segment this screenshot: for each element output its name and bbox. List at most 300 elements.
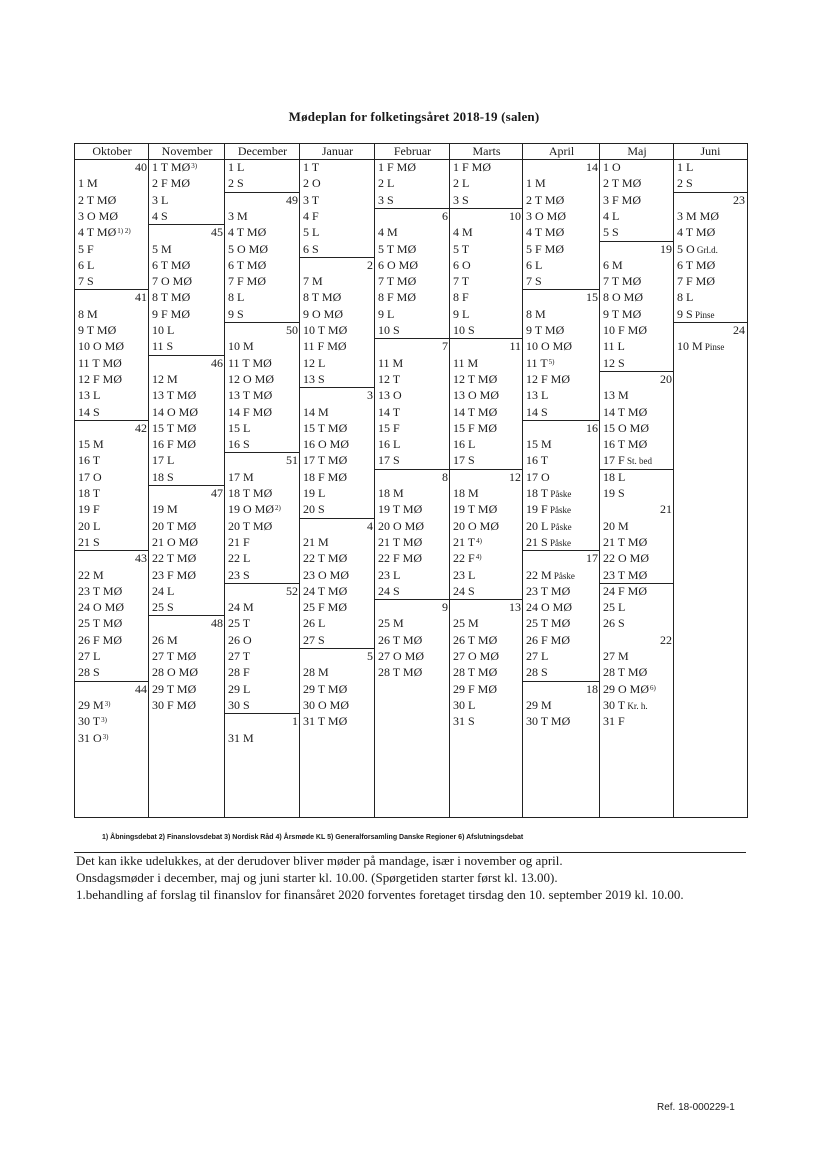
day-entry: 30 S: [228, 697, 250, 712]
day-entry: 16 F MØ: [152, 437, 197, 452]
week-divider: [300, 257, 375, 258]
week-number: 20: [660, 371, 672, 386]
week-number: 9: [442, 600, 448, 615]
week-number: 51: [286, 453, 298, 468]
table-bottom-border: [600, 817, 674, 818]
week-divider: [523, 681, 600, 682]
day-entry: 11 M: [378, 355, 404, 370]
day-entry: 5 S: [603, 225, 619, 240]
day-entry: 2 S: [677, 176, 693, 191]
day-entry: 23 L: [453, 567, 476, 582]
day-entry: 9 S: [228, 306, 244, 321]
day-entry: 11 F MØ: [303, 339, 347, 354]
week-number: 47: [211, 486, 223, 500]
day-entry: 10 M Pinse: [677, 339, 725, 354]
day-entry: 21 $T^{4)}$: [453, 534, 482, 549]
day-entry: 18 F MØ: [303, 469, 348, 484]
day-entry: 9 L: [453, 306, 470, 321]
week-divider: [75, 681, 149, 682]
day-entry: 4 F: [303, 208, 319, 223]
day-entry: 3 S: [378, 192, 394, 207]
day-entry: 7 O MØ: [152, 274, 193, 289]
day-entry: 29 L: [228, 681, 251, 696]
day-entry: 14 T: [378, 404, 401, 419]
day-entry: 28 T MØ: [378, 665, 423, 680]
day-entry: 30 L: [453, 697, 476, 712]
day-entry: 16 O MØ: [303, 437, 350, 452]
week-number: 45: [211, 225, 223, 240]
week-divider: [300, 648, 375, 649]
day-entry: 16 L: [378, 437, 401, 452]
day-entry: 31 S: [453, 714, 475, 729]
day-entry: 23 T MØ: [526, 583, 571, 598]
week-number: 7: [442, 339, 448, 354]
day-entry: 11 M: [453, 355, 479, 370]
table-bottom-border: [225, 817, 300, 818]
week-number: 40: [135, 160, 147, 174]
day-entry: 8 M: [78, 306, 98, 321]
week-divider: [225, 322, 300, 323]
day-entry: 13 O MØ: [453, 388, 500, 403]
day-entry: 20 T MØ: [228, 518, 273, 533]
day-entry: 26 L: [303, 616, 326, 631]
day-entry: 29 T MØ: [303, 681, 348, 696]
day-entry: 1 O: [603, 160, 621, 174]
day-entry: 26 T MØ: [453, 632, 498, 647]
week-number: 5: [367, 649, 373, 663]
day-entry: 13 S: [303, 371, 325, 386]
day-entry: 7 F MØ: [228, 274, 267, 289]
week-number: 50: [286, 323, 298, 337]
day-entry: 27 T MØ: [152, 649, 197, 663]
day-entry: 28 F: [228, 665, 250, 680]
day-entry: 21 T MØ: [378, 534, 423, 549]
day-entry: 3 O MØ: [78, 208, 119, 223]
day-entry: 7 M: [303, 274, 323, 289]
week-divider: [149, 485, 225, 486]
day-entry: 19 F Påske: [526, 502, 571, 517]
week-divider: [225, 192, 300, 193]
day-entry: 15 L: [228, 420, 251, 435]
day-entry: 8 L: [228, 290, 245, 305]
week-number: 52: [286, 583, 298, 598]
day-entry: 12 T: [378, 371, 401, 386]
notes: [76, 852, 684, 903]
day-entry: 15 F: [378, 420, 400, 435]
day-entry: 19 F: [78, 502, 100, 517]
day-entry: 27 O MØ: [378, 649, 425, 663]
week-number: 48: [211, 616, 223, 631]
day-entry: 9 T MØ: [526, 323, 565, 337]
month-header: Februar: [375, 143, 450, 160]
day-entry: 23 T MØ: [78, 583, 123, 598]
day-entry: 30 O MØ: [303, 697, 350, 712]
week-divider: [375, 208, 450, 209]
day-entry: 23 L: [378, 567, 401, 582]
day-entry: 4 T MØ: [677, 225, 716, 240]
day-entry: 4 S: [152, 208, 168, 223]
month-column-december: [224, 143, 300, 818]
day-entry: 16 T MØ: [603, 437, 648, 452]
week-divider: [375, 599, 450, 600]
day-entry: 8 M: [526, 306, 546, 321]
day-entry: 12 M: [152, 371, 178, 386]
week-number: 10: [509, 208, 521, 223]
table-bottom-border: [149, 817, 225, 818]
month-column-november: [148, 143, 225, 818]
day-entry: 4 T MØ: [526, 225, 565, 240]
week-divider: [450, 469, 523, 470]
week-number: 6: [442, 208, 448, 223]
day-entry: 22 O MØ: [603, 551, 650, 566]
day-entry: 15 F MØ: [453, 420, 498, 435]
day-entry: 26 T MØ: [378, 632, 423, 647]
day-entry: 5 M: [152, 241, 172, 256]
day-entry: 8 O MØ: [603, 290, 644, 305]
table-bottom-border: [450, 817, 523, 818]
day-entry: 5 T MØ: [378, 241, 417, 256]
day-entry: 15 M: [78, 437, 104, 452]
day-entry: 15 T MØ: [303, 420, 348, 435]
week-divider: [674, 322, 747, 323]
day-entry: 20 O MØ: [453, 518, 500, 533]
day-entry: 6 M: [603, 257, 623, 272]
day-entry: 6 O MØ: [378, 257, 419, 272]
week-number: 24: [733, 323, 745, 337]
day-entry: 21 O MØ: [152, 534, 199, 549]
day-entry: 14 F MØ: [228, 404, 273, 419]
day-entry: 18 T MØ: [228, 486, 273, 500]
day-entry: 18 T: [78, 486, 101, 500]
day-entry: 12 T MØ: [453, 371, 498, 386]
day-entry: 6 L: [78, 257, 95, 272]
table-bottom-border: [75, 817, 149, 818]
day-entry: 19 O MØ$^{2)}$: [228, 502, 281, 517]
day-entry: 5 T: [453, 241, 470, 256]
week-number: 15: [586, 290, 598, 305]
day-entry: 1 T: [303, 160, 320, 174]
day-entry: 4 M: [453, 225, 473, 240]
week-divider: [450, 338, 523, 339]
day-entry: 25 T MØ: [78, 616, 123, 631]
day-entry: 13 T MØ: [228, 388, 273, 403]
day-entry: 22 F MØ: [378, 551, 423, 566]
day-entry: 27 O MØ: [453, 649, 500, 663]
day-entry: 2 F MØ: [152, 176, 191, 191]
day-entry: 3 M: [228, 208, 248, 223]
month-header: Marts: [450, 143, 523, 160]
day-entry: 14 S: [526, 404, 548, 419]
day-entry: 26 S: [603, 616, 625, 631]
day-entry: 21 S Påske: [526, 534, 571, 549]
day-entry: 15 O MØ: [603, 420, 650, 435]
day-entry: 6 T MØ: [152, 257, 191, 272]
day-entry: 8 T MØ: [303, 290, 342, 305]
day-entry: 29 $M^{3)}$: [78, 697, 111, 712]
day-entry: 23 S: [228, 567, 250, 582]
day-entry: 20 S: [303, 502, 325, 517]
day-entry: 28 O MØ: [152, 665, 199, 680]
week-divider: [225, 583, 300, 584]
day-entry: 10 O MØ: [78, 339, 125, 354]
day-entry: 24 S: [453, 583, 475, 598]
day-entry: 9 S Pinse: [677, 306, 715, 321]
day-entry: 30 T Kr. h.: [603, 697, 648, 712]
day-entry: 10 S: [453, 323, 475, 337]
day-entry: 12 O MØ: [228, 371, 275, 386]
day-entry: 19 T MØ: [378, 502, 423, 517]
day-entry: 4 T $MØ^{1) 2)}$: [78, 225, 131, 240]
day-entry: 7 S: [78, 274, 94, 289]
week-divider: [674, 192, 747, 193]
week-divider: [450, 208, 523, 209]
day-entry: 2 T MØ: [78, 192, 117, 207]
month-header: November: [149, 143, 225, 160]
day-entry: 1 T MØ$^{3)}$: [152, 160, 198, 174]
day-entry: 6 T MØ: [677, 257, 716, 272]
day-entry: 3 S: [453, 192, 469, 207]
week-number: 44: [135, 681, 147, 696]
day-entry: 21 S: [78, 534, 100, 549]
day-entry: 13 O: [378, 388, 402, 403]
day-entry: 13 T MØ: [152, 388, 197, 403]
day-entry: 24 O MØ: [526, 600, 573, 615]
day-entry: 26 F MØ: [78, 632, 123, 647]
day-entry: 14 S: [78, 404, 100, 419]
day-entry: 22 M Påske: [526, 567, 575, 582]
day-entry: 18 M: [378, 486, 404, 500]
day-entry: 1 L: [677, 160, 694, 174]
day-entry: 8 F: [453, 290, 469, 305]
day-entry: 20 O MØ: [378, 518, 425, 533]
day-entry: 20 L Påske: [526, 518, 572, 533]
day-entry: 2 O: [303, 176, 321, 191]
day-entry: 25 M: [378, 616, 404, 631]
week-number: 2: [367, 257, 373, 272]
week-divider: [600, 241, 674, 242]
day-entry: 12 F MØ: [78, 371, 123, 386]
day-entry: 7 T MØ: [378, 274, 417, 289]
month-column-oktober: [74, 143, 149, 818]
day-entry: 25 S: [152, 600, 174, 615]
day-entry: 9 L: [378, 306, 395, 321]
day-entry: 27 S: [303, 632, 325, 647]
day-entry: 5 O MØ: [228, 241, 269, 256]
day-entry: 27 M: [603, 649, 629, 663]
week-divider: [149, 355, 225, 356]
week-number: 11: [509, 339, 521, 354]
month-header: Januar: [300, 143, 375, 160]
table-bottom-border: [375, 817, 450, 818]
day-entry: 20 T MØ: [152, 518, 197, 533]
week-divider: [600, 371, 674, 372]
week-divider: [225, 713, 300, 714]
day-entry: 28 S: [526, 665, 548, 680]
day-entry: 2 L: [453, 176, 470, 191]
day-entry: 17 F St. bed: [603, 453, 652, 468]
day-entry: 1 M: [526, 176, 546, 191]
month-header: Maj: [600, 143, 674, 160]
day-entry: 19 S: [603, 486, 625, 500]
day-entry: 9 T MØ: [78, 323, 117, 337]
day-entry: 12 F MØ: [526, 371, 571, 386]
day-entry: 11 T MØ: [78, 355, 122, 370]
week-number: 12: [509, 469, 521, 484]
table-bottom-border: [523, 817, 600, 818]
day-entry: 25 F MØ: [303, 600, 348, 615]
day-entry: 20 M: [603, 518, 629, 533]
week-number: 18: [586, 681, 598, 696]
day-entry: 17 O: [78, 469, 102, 484]
day-entry: 2 T MØ: [603, 176, 642, 191]
day-entry: 16 L: [453, 437, 476, 452]
day-entry: 29 O MØ$^{6)}$: [603, 681, 656, 696]
week-number: 46: [211, 355, 223, 370]
day-entry: 9 F MØ: [152, 306, 191, 321]
week-divider: [149, 615, 225, 616]
day-entry: 24 F MØ: [603, 583, 648, 598]
day-entry: 26 O: [228, 632, 252, 647]
note-3: 1.behandling af forslag til finanslov for finansåret 2020 forventes foretaget tirsdag den 10. september 2019 kl. 10.00.: [76, 887, 684, 902]
day-entry: 28 T MØ: [453, 665, 498, 680]
day-entry: 8 L: [677, 290, 694, 305]
day-entry: 19 T MØ: [453, 502, 498, 517]
day-entry: 14 T MØ: [603, 404, 648, 419]
reference-number: Ref. 18-000229-1: [657, 1102, 735, 1113]
day-entry: 22 M: [78, 567, 104, 582]
day-entry: 10 T MØ: [303, 323, 348, 337]
day-entry: 17 O: [526, 469, 550, 484]
day-entry: 13 L: [78, 388, 101, 403]
week-divider: [450, 599, 523, 600]
day-entry: 26 M: [152, 632, 178, 647]
day-entry: 16 T: [526, 453, 549, 468]
day-entry: 5 L: [303, 225, 320, 240]
day-entry: 17 T MØ: [303, 453, 348, 468]
day-entry: 3 O MØ: [526, 208, 567, 223]
day-entry: 30 $T^{3)}$: [78, 714, 107, 729]
week-number: 16: [586, 420, 598, 435]
week-number: 49: [286, 192, 298, 207]
day-entry: 25 L: [603, 600, 626, 615]
day-entry: 7 T: [453, 274, 470, 289]
day-entry: 9 O MØ: [303, 306, 344, 321]
week-number: 3: [367, 388, 373, 403]
day-entry: 10 S: [378, 323, 400, 337]
day-entry: 21 M: [303, 534, 329, 549]
day-entry: 15 T MØ: [152, 420, 197, 435]
day-entry: 18 T Påske: [526, 486, 572, 500]
table-bottom-border: [674, 817, 747, 818]
week-divider: [523, 289, 600, 290]
week-divider: [523, 550, 600, 551]
day-entry: 18 M: [453, 486, 479, 500]
day-entry: 13 L: [526, 388, 549, 403]
week-number: 17: [586, 551, 598, 566]
day-entry: 10 F MØ: [603, 323, 648, 337]
day-entry: 17 M: [228, 469, 254, 484]
day-entry: 11 L: [603, 339, 625, 354]
day-entry: 24 T MØ: [303, 583, 348, 598]
note-2: Onsdagsmøder i december, maj og juni starter kl. 10.00. (Spørgetiden starter først kl. 13.00).: [76, 870, 558, 885]
day-entry: 14 M: [303, 404, 329, 419]
week-number: 4: [367, 518, 373, 533]
page-title: Mødeplan for folketingsåret 2018-19 (salen): [288, 109, 540, 124]
week-number: 43: [135, 551, 147, 566]
day-entry: 7 F MØ: [677, 274, 716, 289]
month-column-januar: [299, 143, 375, 818]
day-entry: 22 L: [228, 551, 251, 566]
day-entry: 3 F MØ: [603, 192, 642, 207]
day-entry: 28 T MØ: [603, 665, 648, 680]
week-number: 13: [509, 600, 521, 615]
day-entry: 29 M: [526, 697, 552, 712]
week-number: 19: [660, 241, 672, 256]
week-divider: [225, 452, 300, 453]
day-entry: 27 T: [228, 649, 251, 663]
day-entry: 13 M: [603, 388, 629, 403]
day-entry: 2 T MØ: [526, 192, 565, 207]
week-number: 21: [660, 502, 672, 517]
week-number: 8: [442, 469, 448, 484]
day-entry: 21 T MØ: [603, 534, 648, 549]
week-divider: [600, 583, 674, 584]
day-entry: 22 $F^{4)}$: [453, 551, 482, 566]
day-entry: 17 S: [378, 453, 400, 468]
week-number: 23: [733, 192, 745, 207]
day-entry: 3 M MØ: [677, 208, 720, 223]
day-entry: 17 L: [152, 453, 175, 468]
day-entry: 15 M: [526, 437, 552, 452]
week-divider: [375, 469, 450, 470]
week-divider: [75, 420, 149, 421]
month-column-juni: [673, 143, 748, 818]
day-entry: 28 S: [78, 665, 100, 680]
day-entry: 23 T MØ: [603, 567, 648, 582]
day-entry: 18 S: [152, 469, 174, 484]
week-number: 1: [292, 714, 298, 729]
day-entry: 20 L: [78, 518, 101, 533]
day-entry: 12 S: [603, 355, 625, 370]
day-entry: 4 L: [603, 208, 620, 223]
day-entry: 14 T MØ: [453, 404, 498, 419]
week-divider: [300, 518, 375, 519]
day-entry: 27 L: [526, 649, 549, 663]
month-header: April: [523, 143, 600, 160]
month-header: Juni: [674, 143, 747, 160]
day-entry: 19 L: [303, 486, 326, 500]
day-entry: 25 T: [228, 616, 251, 631]
day-entry: 9 T MØ: [603, 306, 642, 321]
day-entry: 1 L: [228, 160, 245, 174]
month-column-marts: [449, 143, 523, 818]
day-entry: 8 T MØ: [152, 290, 191, 305]
day-entry: 29 F MØ: [453, 681, 498, 696]
month-header: Oktober: [75, 143, 149, 160]
day-entry: 5 F MØ: [526, 241, 565, 256]
week-divider: [300, 387, 375, 388]
month-header: December: [225, 143, 300, 160]
day-entry: 25 M: [453, 616, 479, 631]
day-entry: 30 T MØ: [526, 714, 571, 729]
day-entry: 1 M: [78, 176, 98, 191]
day-entry: 7 S: [526, 274, 542, 289]
day-entry: 16 S: [228, 437, 250, 452]
day-entry: 11 T MØ: [228, 355, 272, 370]
day-entry: 6 O: [453, 257, 471, 272]
day-entry: 22 T MØ: [303, 551, 348, 566]
day-entry: 24 M: [228, 600, 254, 615]
